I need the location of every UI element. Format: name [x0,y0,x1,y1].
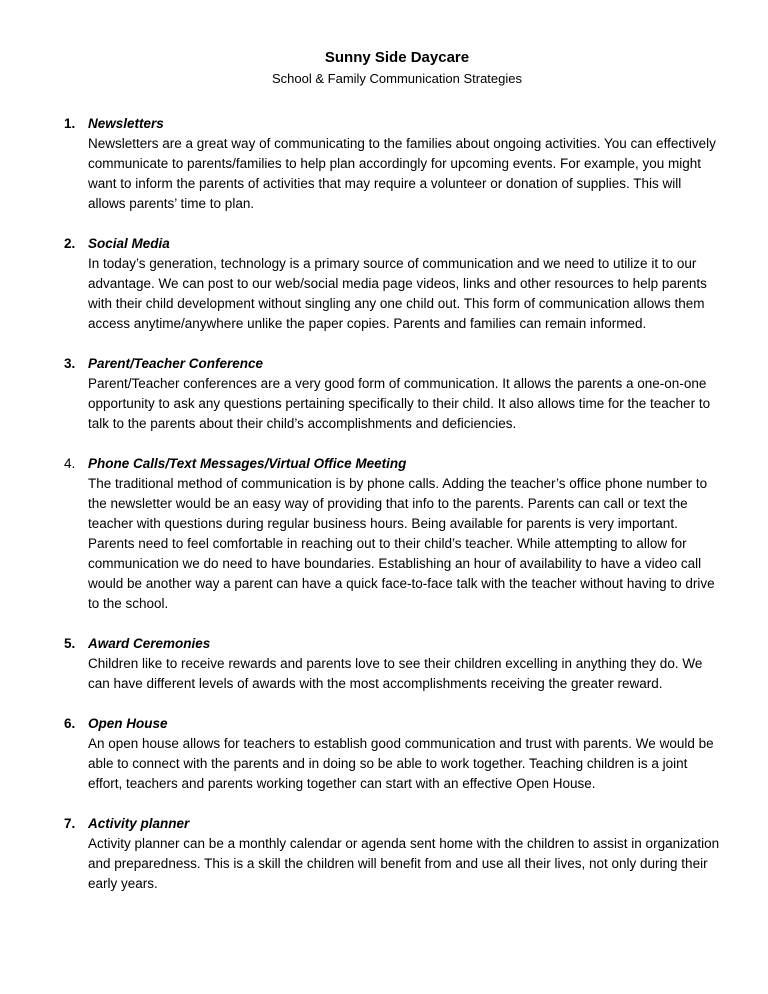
section-number: 7. [64,816,76,831]
section-heading: Award Ceremonies [88,636,211,651]
section-social-media [64,234,720,334]
section-body: Children like to receive rewards and parents love to see their children excelling in anything they do. We can have different levels of awards with the most accomplishments receiving the greater reward. [88,656,703,691]
section-heading: Social Media [88,236,170,251]
section-body: Activity planner can be a monthly calendar or agenda sent home with the children to assist in organization and preparedness. This is a skill the children will benefit from and use all their lives, not only during their early years. [88,836,720,891]
section-open-house [64,714,720,794]
section-activity-planner [64,814,720,894]
document-title: Sunny Side Daycare [324,49,470,66]
section-number: 4. [64,456,76,471]
section-newsletters [64,114,720,214]
section-number: 6. [64,716,76,731]
section-body: Parent/Teacher conferences are a very good form of communication. It allows the parents a one-on-one opportunity to ask any questions pertaining specifically to their child. It also allows time for the teacher to talk to the parents about their child’s accomplishments and deficiencies. [88,376,711,431]
section-heading: Open House [88,716,168,731]
section-body: An open house allows for teachers to establish good communication and trust with parents. We would be able to connect with the parents and in doing so be able to work together. Teaching children is a joint effort, teachers and parents working together can start with an effective Open House. [88,736,714,791]
section-heading: Activity planner [88,816,190,831]
section-heading: Parent/Teacher Conference [88,356,264,371]
section-phone-calls [64,454,720,614]
section-body: In today’s generation, technology is a primary source of communication and we need to utilize it to our advantage. We can post to our web/social media page videos, links and other resources to help parents with their child development without singling any one child out. This form of communication allows them access anytime/anywhere unlike the paper copies. Parents and families can remain informed. [88,256,707,331]
section-number: 5. [64,636,76,651]
section-body: Newsletters are a great way of communicating to the families about ongoing activities. You can effectively communicate to parents/families to help plan accordingly for upcoming events. For example, you might want to inform the parents of activities that may require a volunteer or donation of supplies. This will allows parents’ time to plan. [88,136,716,211]
section-number: 1. [64,116,76,131]
section-heading: Phone Calls/Text Messages/Virtual Office Meeting [88,456,407,471]
section-award-ceremonies [64,634,720,694]
document-subtitle: School & Family Communication Strategies [272,71,522,86]
section-number: 3. [64,356,76,371]
section-heading: Newsletters [88,116,164,131]
section-parent-teacher-conference [64,354,720,434]
section-body: The traditional method of communication is by phone calls. Adding the teacher’s office phone number to the newsletter would be an easy way of providing that info to the parents. Parents can call or text the teacher with questions during regular business hours. Being available for parents is very important. Parents need to feel comfortable in reaching out to their child’s teacher. While attempting to allow for communication we do need to have boundaries. Establishing an hour of availability to have a video call would be another way a parent can have a quick face-to-face talk with the teacher without having to drive to the school. [88,476,715,611]
section-number: 2. [64,236,76,251]
